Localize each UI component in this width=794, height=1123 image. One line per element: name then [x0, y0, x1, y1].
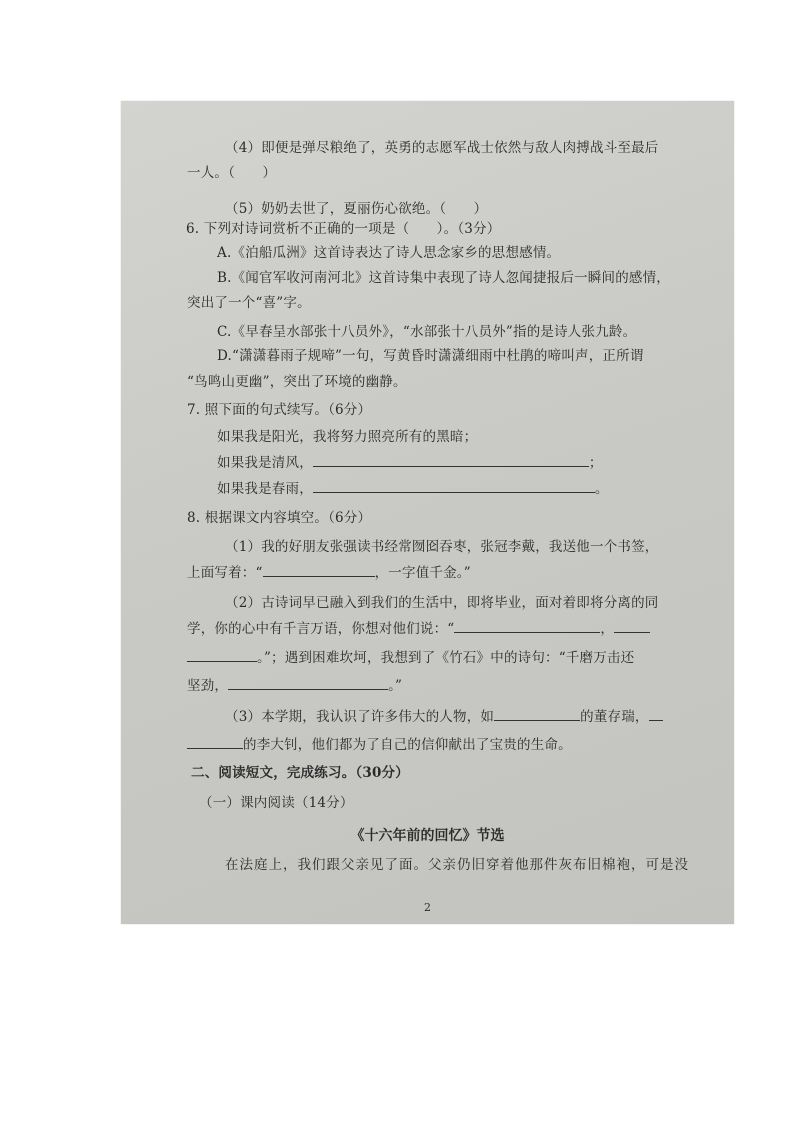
q8-p1-line2-start: 上面写着：“ — [187, 565, 263, 581]
q8-p2-line4 — [187, 676, 402, 695]
q8-blank-3b[interactable] — [187, 648, 257, 662]
q7-stem: 7. 照下面的句式续写。（6分） — [187, 402, 372, 418]
q6-option-d-line1: D.“潇潇暮雨子规啼”一句，写黄昏时潇潇细雨中杜鹃的啼叫声，正所谓 — [217, 348, 644, 364]
section2-heading: 二、阅读短文，完成练习。（30分） — [191, 765, 409, 781]
q8-p2-line4-end: 。” — [388, 678, 403, 694]
q8-blank-4[interactable] — [228, 676, 388, 690]
q7-line2-prefix: 如果我是春雨， — [217, 481, 313, 497]
page-number: 2 — [424, 901, 431, 914]
q6-option-d-line2: “鸟鸣山更幽”，突出了环境的幽静。 — [187, 374, 407, 390]
q8-p3-line2 — [187, 735, 572, 754]
q8-p3-line1-start: （3）本学期，我认识了许多伟大的人物，如 — [225, 709, 495, 725]
q8-p2-line2 — [187, 619, 650, 638]
q8-p2-line1: （2）古诗词早已融入到我们的生活中，即将毕业，面对着即将分离的同 — [225, 595, 659, 611]
q8-p1-line2-end: ，一字值千金。” — [374, 565, 471, 581]
q8-p3-line1 — [225, 707, 663, 726]
q8-blank-6b[interactable] — [187, 735, 243, 749]
q7-line2-end: 。 — [594, 481, 609, 497]
q6-option-b-line2: 突出了一个“喜”字。 — [187, 295, 311, 311]
section2-subheading: （一）课内阅读（14分） — [199, 795, 354, 811]
q8-p3-line2-text: 的李大钊，他们都为了自己的信仰献出了宝贵的生命。 — [243, 737, 572, 753]
q8-p2-line2-start: 学，你的心中有千言万语，你想对他们说：“ — [187, 621, 455, 637]
q8-p2-line3 — [187, 648, 634, 667]
q8-blank-6a[interactable] — [649, 707, 663, 721]
passage-line1: 在法庭上，我们跟父亲见了面。父亲仍旧穿着他那件灰布旧棉袍，可是没 — [225, 857, 689, 873]
q6-stem: 6. 下列对诗词赏析不正确的一项是（ ）。（3分） — [186, 221, 501, 237]
q8-p2-line4-start: 坚劲， — [187, 678, 229, 694]
q7-line1 — [217, 453, 603, 472]
q6-option-b-line1: B.《闻官军收河南河北》这首诗集中表现了诗人忽闻捷报后一瞬间的感情， — [217, 270, 671, 286]
q8-p1-line2 — [187, 563, 471, 582]
q7-line1-end: ； — [588, 455, 603, 471]
q8-blank-1[interactable] — [263, 563, 375, 577]
q5-item4-line2: 一人。（ ） — [187, 165, 277, 181]
q5-item5: （5）奶奶去世了，夏丽伤心欲绝。（ ） — [225, 201, 488, 217]
q5-item4-line1: （4）即便是弹尽粮绝了，英勇的志愿军战士依然与敌人肉搏战斗至最后 — [225, 140, 659, 156]
q8-p2-line3-text: 。”；遇到困难坎坷，我想到了《竹石》中的诗句：“千磨万击还 — [257, 650, 635, 666]
q8-p2-comma: ， — [600, 621, 615, 637]
q6-option-c: C.《早春呈水部张十八员外》，“水部张十八员外”指的是诗人张九龄。 — [217, 324, 637, 340]
q8-stem: 8. 根据课文内容填空。（6分） — [187, 510, 372, 526]
q7-example: 如果我是阳光，我将努力照亮所有的黑暗； — [217, 429, 478, 445]
q8-blank-5[interactable] — [494, 707, 580, 721]
q7-line1-prefix: 如果我是清风， — [217, 455, 313, 471]
q7-answer-blank-1[interactable] — [313, 453, 589, 467]
q8-blank-2[interactable] — [454, 619, 600, 633]
passage-title: 《十六年前的回忆》节选 — [350, 828, 505, 844]
q8-blank-3a[interactable] — [614, 619, 650, 633]
q8-p1-line1: （1）我的好朋友张强读书经常囫囵吞枣，张冠李戴，我送他一个书签， — [225, 539, 659, 555]
exam-page — [121, 101, 734, 924]
q7-answer-blank-2[interactable] — [313, 479, 595, 493]
q8-p3-line1-end: 的董存瑞， — [580, 709, 649, 725]
q6-option-a: A.《泊船瓜洲》这首诗表达了诗人思念家乡的思想感情。 — [217, 245, 561, 261]
q7-line2 — [217, 479, 609, 498]
